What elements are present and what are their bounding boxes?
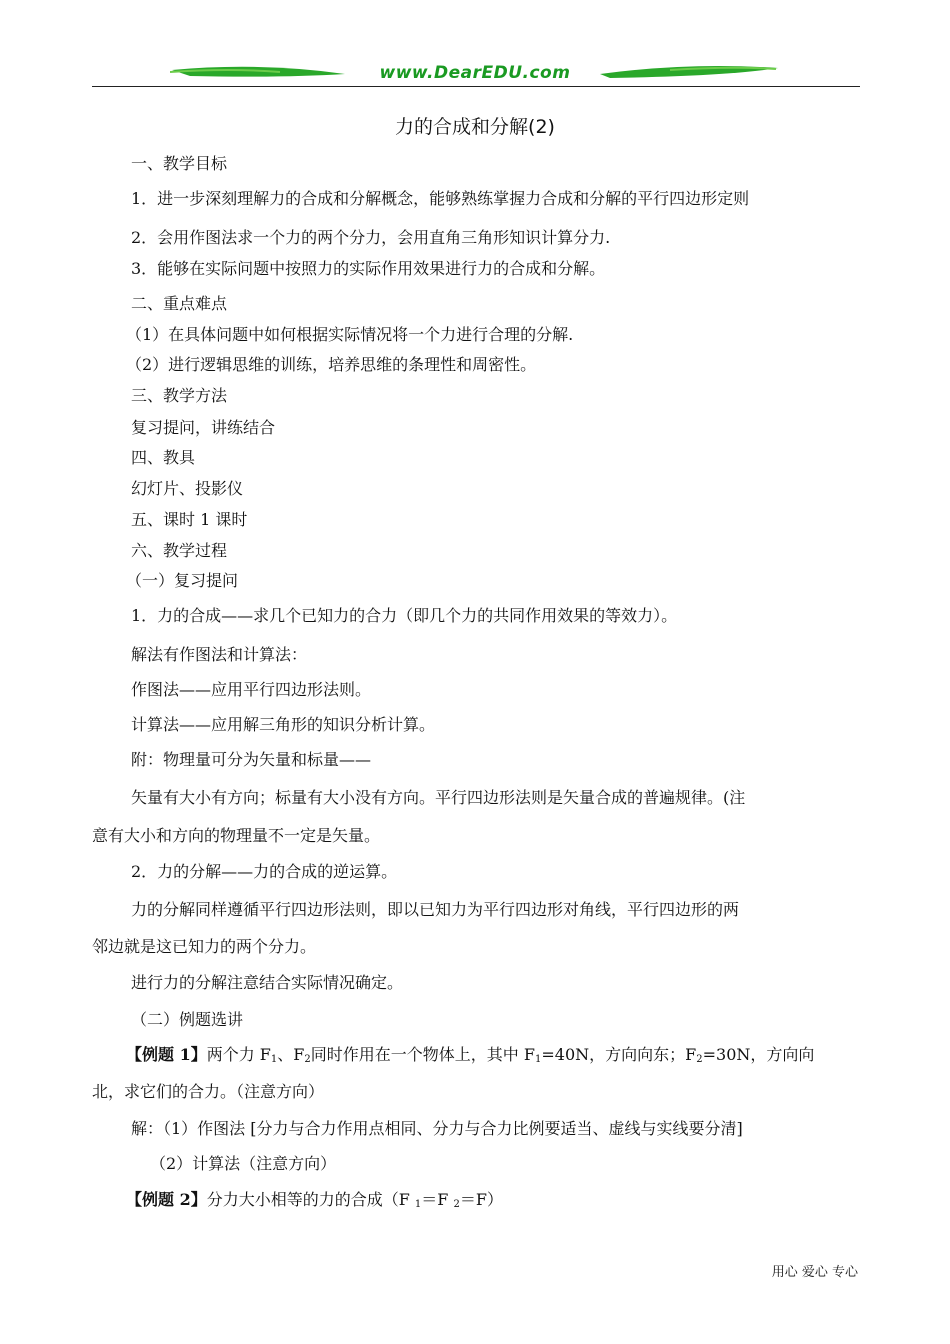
- footer-slogan: 用心 爱心 专心: [771, 1265, 858, 1280]
- section-heading: 三、教学方法: [131, 386, 228, 405]
- subscript: 2: [304, 1054, 311, 1065]
- text-run: ＝F）: [459, 1190, 503, 1209]
- site-url: www.DearEDU.com: [379, 63, 571, 83]
- review-line: 计算法——应用解三角形的知识分析计算。: [131, 715, 436, 734]
- objective-item: 1．进一步深刻理解力的合成和分解概念，能够熟练掌握力合成和分解的平行四边形定则: [131, 189, 750, 208]
- page-title: 力的合成和分解(2): [395, 116, 555, 138]
- section-heading: 四、教具: [131, 448, 196, 467]
- subsection-heading: （二）例题选讲: [131, 1010, 244, 1029]
- text-run: 同时作用在一个物体上，其中 F: [310, 1045, 535, 1064]
- section-heading: 五、课时 1 课时: [131, 510, 248, 529]
- key-point-item: （2）进行逻辑思维的训练，培养思维的条理性和周密性。: [126, 355, 537, 374]
- text-run: =30N，方向向: [702, 1045, 815, 1064]
- section-heading: 六、教学过程: [131, 541, 228, 560]
- method-text: 复习提问，讲练结合: [131, 418, 276, 437]
- paragraph-line: 矢量有大小有方向；标量有大小没有方向。平行四边形法则是矢量合成的普遍规律。(注: [131, 788, 746, 807]
- objective-item: 3．能够在实际问题中按照力的实际作用效果进行力的合成和分解。: [131, 259, 606, 278]
- review-line: 附：物理量可分为矢量和标量——: [131, 750, 372, 769]
- review-line: 作图法——应用平行四边形法则。: [131, 680, 372, 699]
- subscript: 1: [414, 1199, 422, 1210]
- paragraph-line: 力的分解同样遵循平行四边形法则，即以已知力为平行四边形对角线，平行四边形的两: [131, 900, 740, 919]
- review-line: 解法有作图法和计算法：: [131, 645, 308, 664]
- header-divider: [92, 86, 860, 87]
- text-run: 、F: [277, 1045, 305, 1064]
- text-run: 两个力 F: [206, 1045, 271, 1064]
- example-tag: 【例题 1】: [126, 1045, 207, 1064]
- subscript: 1: [270, 1054, 278, 1065]
- section-heading: 二、重点难点: [131, 294, 228, 313]
- example-1-line: [126, 1045, 814, 1065]
- paragraph-line: 意有大小和方向的物理量不一定是矢量。: [92, 826, 381, 845]
- subsection-heading: （一）复习提问: [126, 571, 239, 590]
- subscript: 1: [534, 1054, 542, 1065]
- paragraph-line: 北，求它们的合力。（注意方向）: [92, 1082, 325, 1101]
- paragraph-line: 进行力的分解注意结合实际情况确定。: [131, 973, 404, 992]
- text-run: ＝F: [421, 1190, 454, 1209]
- solution-line: 解：（1）作图法 [分力与合力作用点相同、分力与合力比例要适当、虚线与实线要分清]: [131, 1119, 743, 1138]
- tools-text: 幻灯片、投影仪: [131, 479, 244, 498]
- paragraph-line: 邻边就是这已知力的两个分力。: [92, 937, 317, 956]
- section-heading: 一、教学目标: [131, 154, 228, 173]
- example-2-line: [126, 1190, 503, 1210]
- subscript: 2: [453, 1199, 460, 1210]
- example-tag: 【例题 2】: [126, 1190, 207, 1209]
- objective-item: 2．会用作图法求一个力的两个分力，会用直角三角形知识计算分力.: [131, 228, 611, 247]
- subsection-heading: 2．力的分解——力的合成的逆运算。: [131, 862, 398, 881]
- solution-line: （2）计算法（注意方向）: [150, 1154, 337, 1173]
- review-line: 1．力的合成——求几个已知力的合力（即几个力的共同作用效果的等效力）。: [131, 606, 678, 625]
- subscript: 2: [696, 1054, 703, 1065]
- key-point-item: （1）在具体问题中如何根据实际情况将一个力进行合理的分解.: [126, 325, 574, 344]
- text-run: 分力大小相等的力的合成（F: [206, 1190, 415, 1209]
- text-run: =40N，方向向东；F: [541, 1045, 697, 1064]
